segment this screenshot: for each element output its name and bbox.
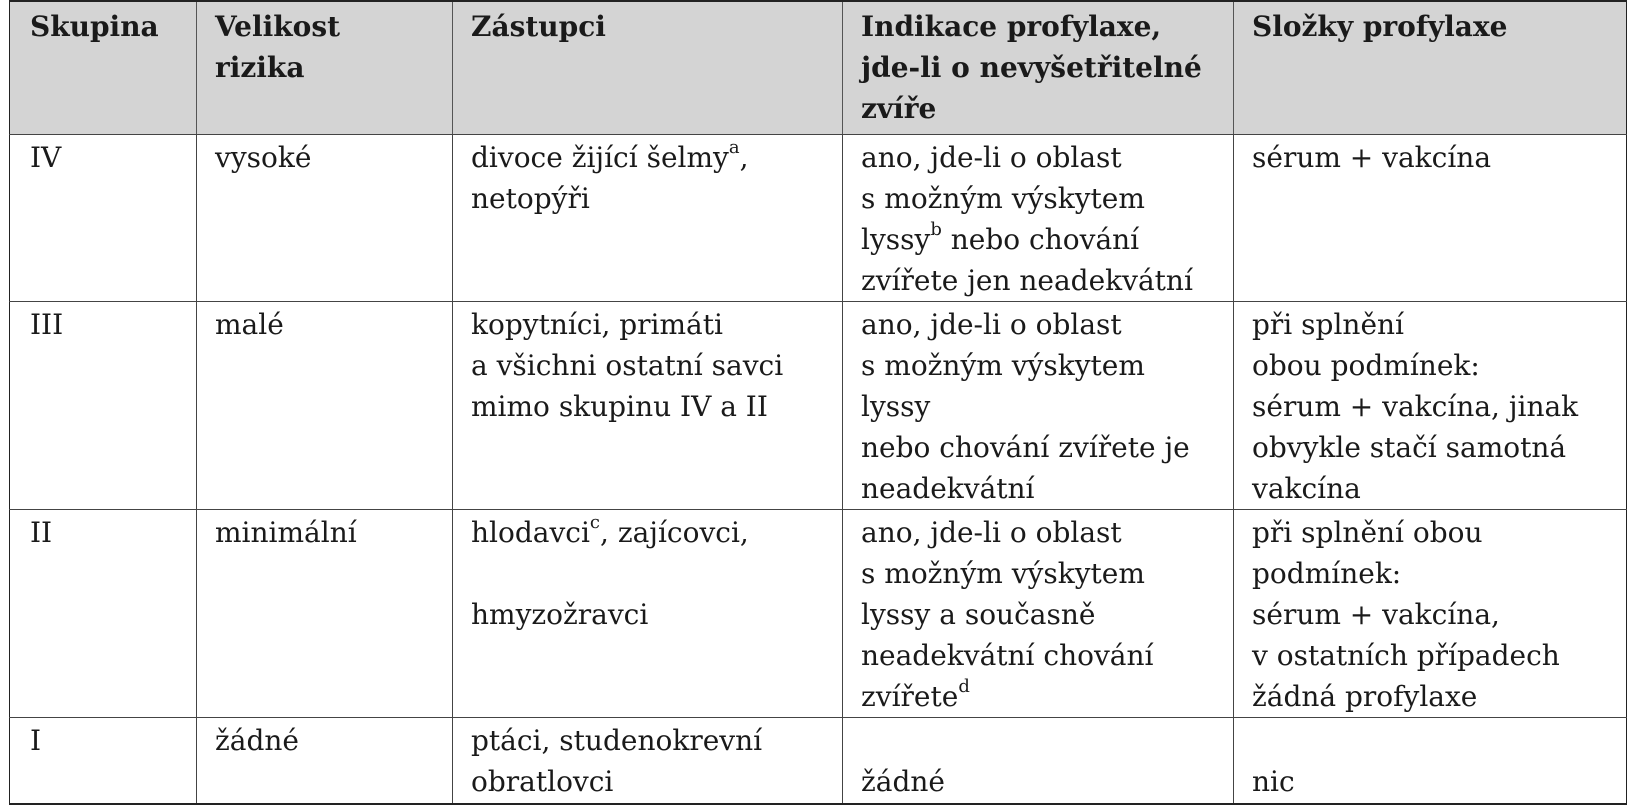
table-row (10, 135, 1627, 302)
cell-risk: minimální (197, 510, 453, 718)
cell-representatives: ptáci, studenokrevní obratlovci (453, 718, 843, 805)
cell-text: ano, jde-li o oblast s možným výskytem lyssy a současně neadekvátní chování zvířete (861, 516, 1154, 713)
cell-text: hlodavci (471, 516, 590, 549)
cell-risk: vysoké (197, 135, 453, 302)
header-group: Skupina (10, 1, 197, 135)
cell-text: , netopýři (471, 141, 749, 215)
footnote-marker: a (728, 136, 740, 158)
cell-components: nic (1234, 718, 1627, 805)
cell-components: při splnění obou podmínek: sérum + vakcína, v ostatních případech žádná profylaxe (1234, 510, 1627, 718)
cell-group: IV (10, 135, 197, 302)
cell-text: divoce žijící šelmy (471, 141, 729, 174)
cell-indication (843, 510, 1234, 718)
header-representatives: Zástupci (453, 1, 843, 135)
cell-representatives: kopytníci, primáti a všichni ostatní savci mimo skupinu IV a II (453, 302, 843, 510)
cell-representatives (453, 135, 843, 302)
cell-components: při splnění obou podmínek: sérum + vakcína, jinak obvykle stačí samotná vakcína (1234, 302, 1627, 510)
cell-text: , zajícovci, hmyzožravci (471, 516, 749, 631)
table-row (10, 718, 1627, 805)
cell-indication: žádné (843, 718, 1234, 805)
cell-indication: ano, jde-li o oblast s možným výskytem lyssy nebo chování zvířete je neadekvátní (843, 302, 1234, 510)
table-row (10, 302, 1627, 510)
table-body (10, 135, 1627, 805)
cell-representatives (453, 510, 843, 718)
cell-group: II (10, 510, 197, 718)
cell-text: ano, jde-li o oblast s možným výskytem lyssy (861, 141, 1145, 256)
header-components: Složky profylaxe (1234, 1, 1627, 135)
table-header (10, 1, 1627, 135)
rabies-prophylaxis-table (9, 0, 1627, 805)
cell-risk: malé (197, 302, 453, 510)
header-risk: Velikost rizika (197, 1, 453, 135)
cell-risk: žádné (197, 718, 453, 805)
footnote-marker: d (958, 675, 970, 697)
footnote-marker: b (930, 218, 942, 240)
cell-components: sérum + vakcína (1234, 135, 1627, 302)
cell-group: I (10, 718, 197, 805)
rabies-prophylaxis-table-wrapper (9, 0, 1626, 805)
header-indication: Indikace profylaxe, jde-li o nevyšetřitelné zvíře (843, 1, 1234, 135)
table-row (10, 510, 1627, 718)
cell-indication (843, 135, 1234, 302)
cell-group: III (10, 302, 197, 510)
header-row (10, 1, 1627, 135)
footnote-marker: c (589, 511, 601, 533)
cell-text: nebo chování zvířete jen neadekvátní (861, 223, 1193, 297)
